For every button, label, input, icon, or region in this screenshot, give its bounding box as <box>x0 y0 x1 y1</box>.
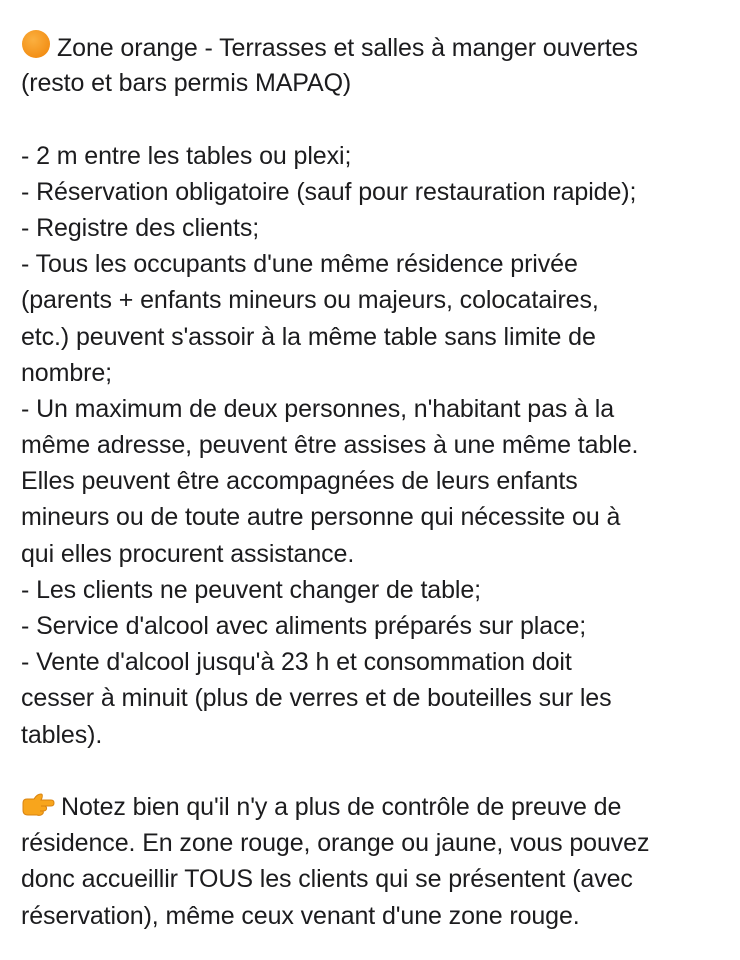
rule-line: qui elles procurent assistance. <box>21 539 355 568</box>
rule-line: - Vente d'alcool jusqu'à 23 h et consommation doit <box>21 648 572 677</box>
rule-line: - Réservation obligatoire (sauf pour restauration rapide); <box>21 177 637 206</box>
rule-line: - Un maximum de deux personnes, n'habitant pas à la <box>21 394 615 423</box>
rule-line: - Les clients ne peuvent changer de table; <box>21 575 481 604</box>
rule-line: cesser à minuit (plus de verres et de bouteilles sur les <box>21 684 612 713</box>
note-text: Notez bien qu'il n'y a plus de contrôle de preuve de <box>61 792 622 821</box>
orange-circle-icon <box>21 29 51 69</box>
note-paragraph <box>21 789 733 934</box>
rule-line: - 2 m entre les tables ou plexi; <box>21 141 352 170</box>
spacer <box>21 101 733 137</box>
rule-line: nombre; <box>21 358 113 387</box>
rule-line: même adresse, peuvent être assises à une même table. <box>21 431 639 460</box>
header-line-1 <box>21 29 733 65</box>
post-body <box>21 29 733 934</box>
note-line: réservation), même ceux venant d'une zone rouge. <box>21 901 580 930</box>
header-title: Zone orange - Terrasses et salles à manger ouvertes <box>57 34 638 62</box>
rule-line: (parents + enfants mineurs ou majeurs, colocataires, <box>21 286 599 315</box>
rule-line: tables). <box>21 720 103 749</box>
header-line-2: (resto et bars permis MAPAQ) <box>21 69 352 98</box>
note-line: résidence. En zone rouge, orange ou jaune, vous pouvez <box>21 829 650 858</box>
spacer <box>21 753 733 789</box>
rule-line: - Registre des clients; <box>21 213 260 242</box>
rule-line: - Tous les occupants d'une même résidence privée <box>21 250 578 279</box>
rules-list <box>21 138 733 753</box>
rule-line: Elles peuvent être accompagnées de leurs enfants <box>21 467 578 496</box>
note-line: donc accueillir TOUS les clients qui se présentent (avec <box>21 865 633 894</box>
rule-line: mineurs ou de toute autre personne qui nécessite ou à <box>21 503 621 532</box>
note-line <box>21 789 733 825</box>
rule-line: - Service d'alcool avec aliments préparés sur place; <box>21 612 587 640</box>
rule-line: etc.) peuvent s'assoir à la même table sans limite de <box>21 322 596 351</box>
pointing-right-hand-icon <box>21 792 55 828</box>
